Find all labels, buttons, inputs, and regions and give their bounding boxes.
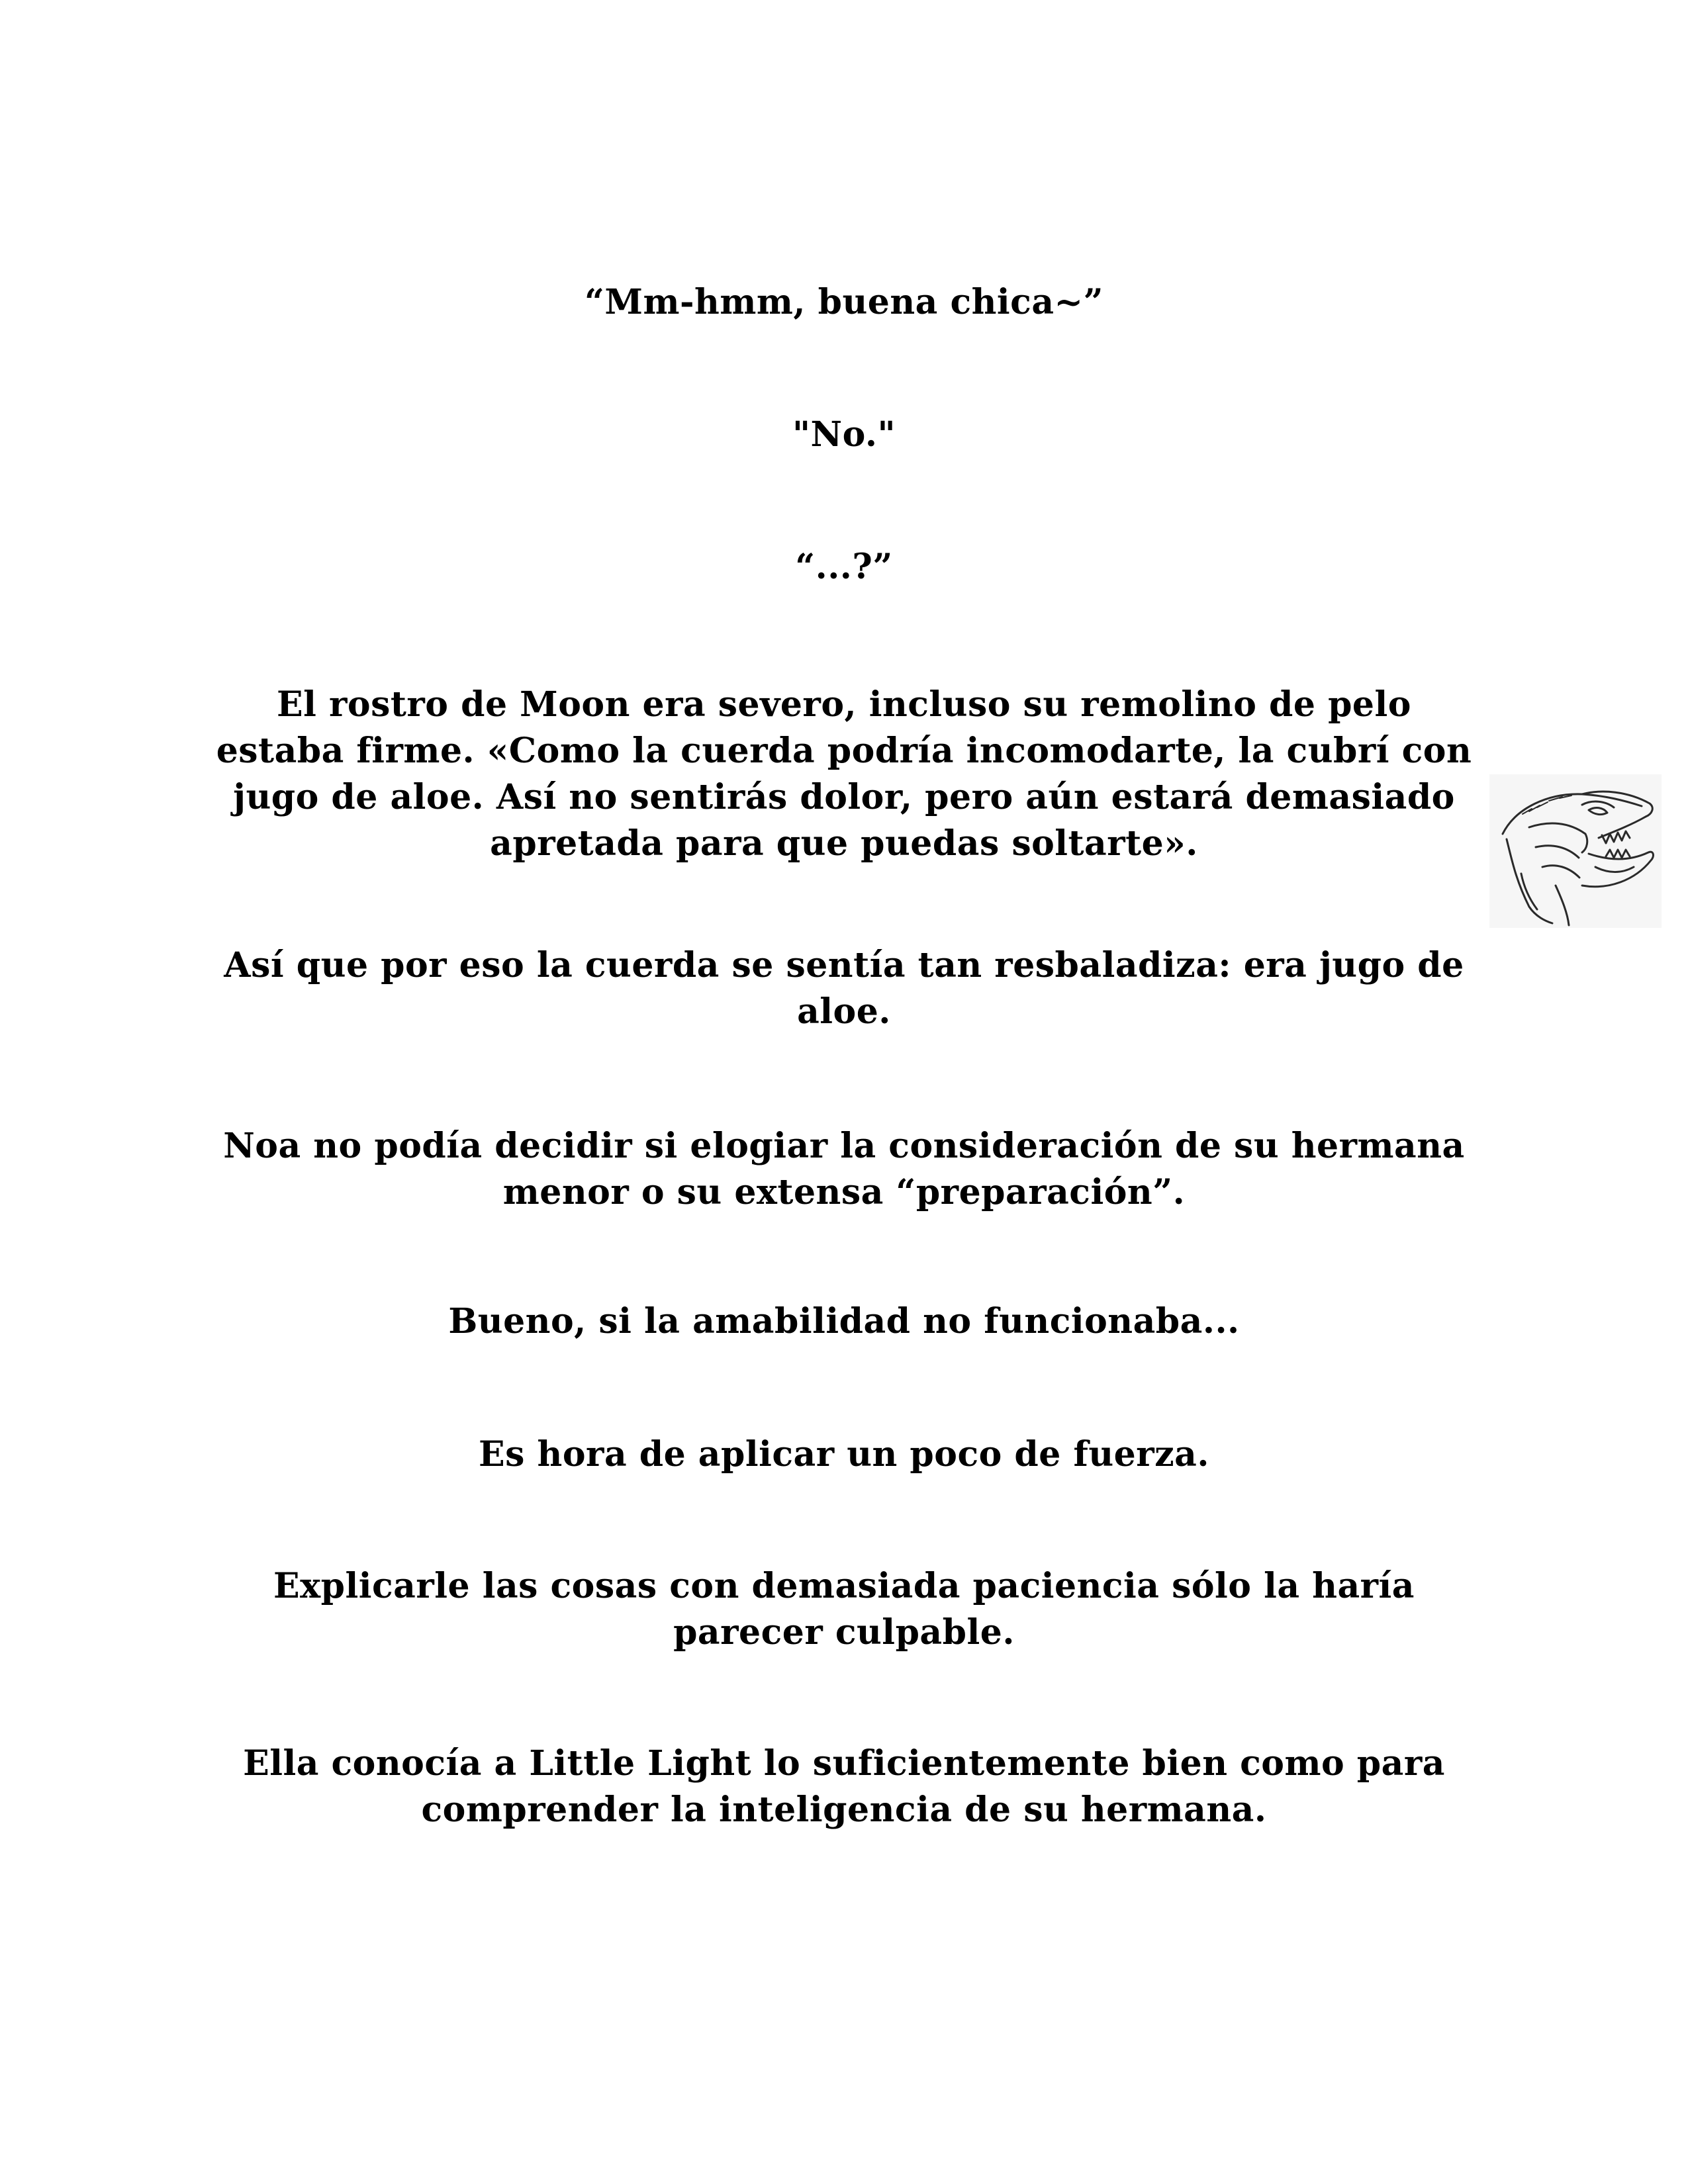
dinosaur-head-sketch-icon bbox=[1489, 774, 1662, 928]
paragraph-9: Explicarle las cosas con demasiada paciencia sólo la haría parecer culpable. bbox=[273, 1566, 1415, 1653]
paragraph-7: Bueno, si la amabilidad no funcionaba... bbox=[448, 1301, 1240, 1342]
paragraph-8: Es hora de aplicar un poco de fuerza. bbox=[479, 1434, 1209, 1475]
paragraph-5: Así que por eso la cuerda se sentía tan resbaladiza: era jugo de aloe. bbox=[224, 945, 1464, 1032]
paragraph-2: "No." bbox=[792, 414, 896, 455]
paragraph-10: Ella conocía a Little Light lo suficientemente bien como para comprender la inteligencia de su hermana. bbox=[243, 1743, 1445, 1830]
paragraph-4: El rostro de Moon era severo, incluso su remolino de pelo estaba firme. «Como la cuerda podría incomodarte, la cubrí con jugo de aloe. Así no sentirás dolor, pero aún estará demasiado apretada para que puedas soltarte». bbox=[216, 684, 1472, 864]
paragraph-6: Noa no podía decidir si elogiar la consideración de su hermana menor o su extensa “preparación”. bbox=[223, 1126, 1465, 1212]
paragraph-3: “...?” bbox=[795, 547, 893, 587]
paragraph-1: “Mm-hmm, buena chica~” bbox=[584, 282, 1104, 322]
